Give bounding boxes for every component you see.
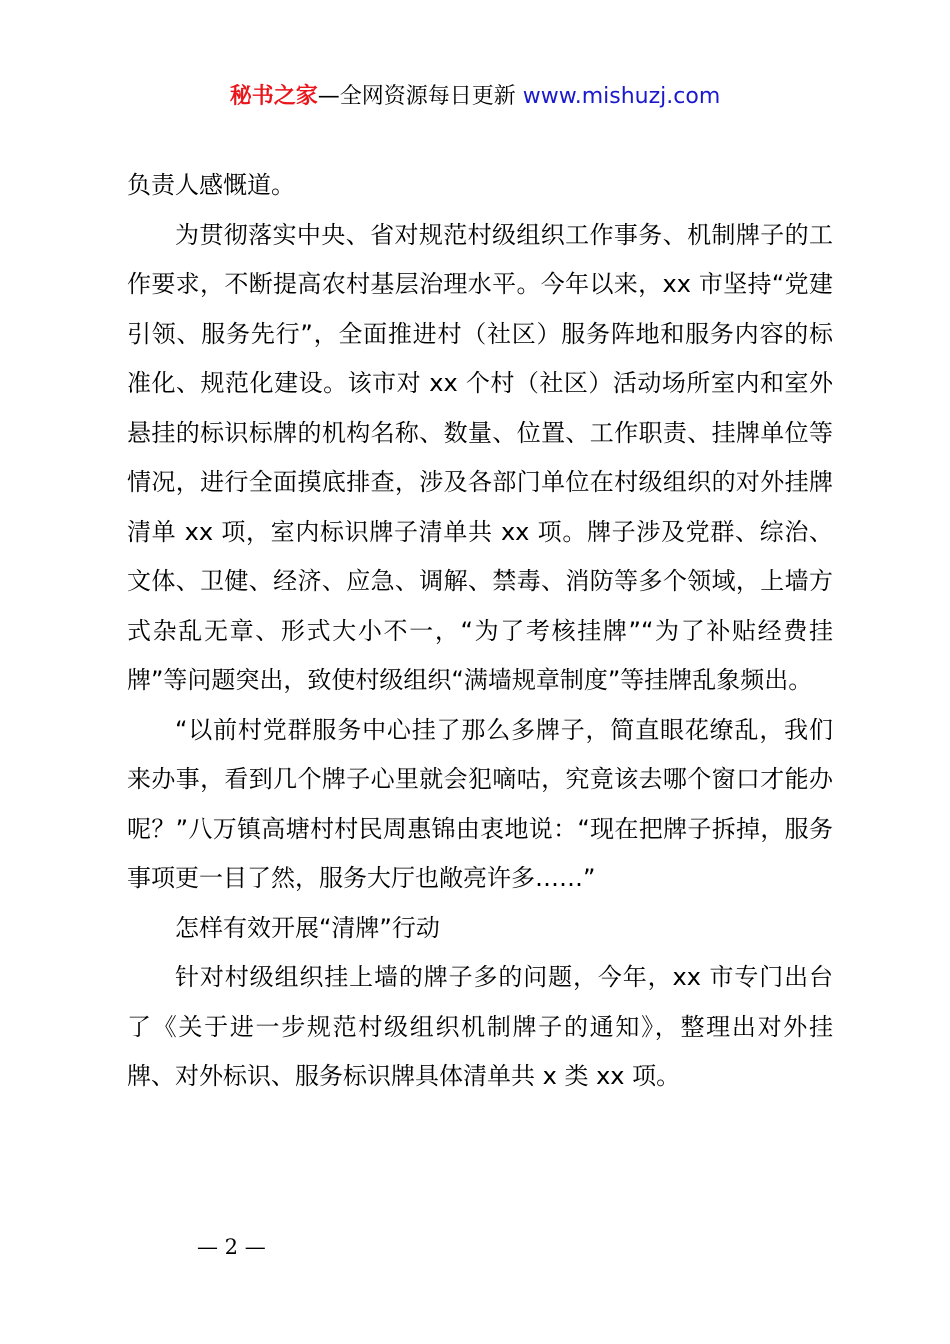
site-brand: 秘书之家: [229, 84, 318, 109]
page-header: [0, 80, 950, 114]
section-heading: 怎样有效开展“清牌”行动: [175, 913, 440, 942]
document-body: [127, 161, 833, 1102]
paragraph-quote: “以前村党群服务中心挂了那么多牌子，简直眼花缭乱，我们来办事，看到几个牌子心里就会犯嘀咕，究竟该去哪个窗口才能办呢？”八万镇高塘村村民周惠锦由衷地说：“现在把牌子拆掉，服务事项更一目了然，服务大厅也敞亮许多……”: [127, 715, 833, 892]
page-number: — 2 —: [197, 1235, 266, 1259]
paragraph: 针对村级组织挂上墙的牌子多的问题，今年，xx 市专门出台了《关于进一步规范村级组织机制牌子的通知》，整理出对外挂牌、对外标识、服务标识牌具体清单共 x 类 xx 项。: [127, 963, 833, 1090]
paragraph: 为贯彻落实中央、省对规范村级组织工作事务、机制牌子的工作要求，不断提高农村基层治理水平。今年以来，xx 市坚持“党建引领、服务先行”，全面推进村（社区）服务阵地和服务内容的标准化、规范化建设。该市对 xx 个村（社区）活动场所室内和室外悬挂的标识标牌的机构名称、数量、位置、工作职责、挂牌单位等情况，进行全面摸底排查，涉及各部门单位在村级组织的对外挂牌清单 xx 项，室内标识牌子清单共 xx 项。牌子涉及党群、综治、文体、卫健、经济、应急、调解、禁毒、消防等多个领域，上墙方式杂乱无章、形式大小不一，“为了考核挂牌”“为了补贴经费挂牌”等问题突出，致使村级组织“满墙规章制度”等挂牌乱象频出。: [127, 220, 833, 694]
site-tagline: —全网资源每日更新: [317, 84, 523, 109]
site-url-link[interactable]: www.mishuzj.com: [522, 84, 721, 109]
paragraph-continuation: 负责人感慨道。: [127, 171, 295, 199]
